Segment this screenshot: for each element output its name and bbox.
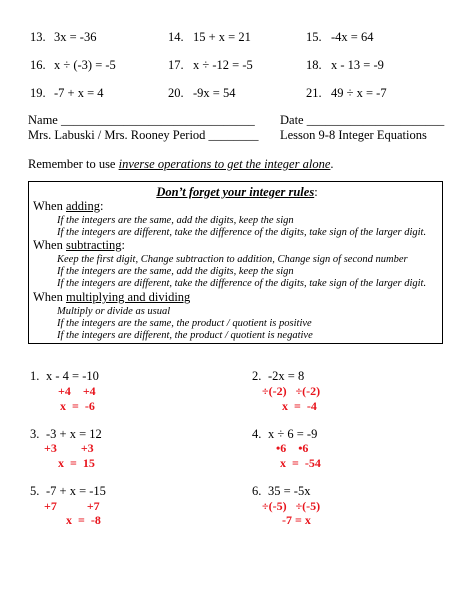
teacher-period-label: Mrs. Labuski / Mrs. Rooney Period ________ bbox=[28, 128, 259, 142]
problem-number: 18. bbox=[306, 58, 322, 72]
solution-equation: -2x = 8 bbox=[268, 369, 305, 383]
solution-answer: x = -8 bbox=[66, 513, 101, 527]
problem-equation: -9x = 54 bbox=[193, 86, 236, 100]
solution-step: ÷(-2) ÷(-2) bbox=[262, 384, 321, 398]
heading-keyword: subtracting bbox=[65, 238, 122, 252]
solution-step: +4 +4 bbox=[58, 384, 96, 398]
rule-line: If the integers are different, the product / quotient is negative bbox=[57, 330, 313, 341]
problem-equation: x ÷ (-3) = -5 bbox=[54, 58, 116, 72]
problem-number: 15. bbox=[306, 30, 322, 44]
heading-colon: : bbox=[121, 238, 126, 252]
problem-equation: x - 13 = -9 bbox=[331, 58, 384, 72]
rules-title-text: Don’t forget your integer rules bbox=[156, 185, 315, 199]
solution-number: 4. bbox=[252, 427, 262, 441]
solution-number: 6. bbox=[252, 484, 262, 498]
muldiv-heading bbox=[33, 290, 190, 305]
date-field-label: Date ______________________ bbox=[280, 113, 445, 127]
solution-answer: x = 15 bbox=[58, 456, 95, 470]
reminder-prefix: Remember to use bbox=[28, 157, 119, 171]
problem-equation: 49 ÷ x = -7 bbox=[331, 86, 387, 100]
rule-line: If the integers are the same, add the digits, keep the sign bbox=[57, 266, 294, 277]
solution-answer: -7 = x bbox=[282, 513, 311, 527]
rule-line: If the integers are the same, add the digits, keep the sign bbox=[57, 215, 294, 226]
problem-number: 19. bbox=[30, 86, 46, 100]
solution-step: +7 +7 bbox=[44, 499, 100, 513]
rule-line: Keep the first digit, Change subtraction to addition, Change sign of second number bbox=[57, 254, 408, 265]
name-field-label: Name _______________________________ bbox=[28, 113, 255, 127]
heading-prefix: When bbox=[33, 290, 66, 304]
solution-number: 5. bbox=[30, 484, 40, 498]
reminder-suffix: . bbox=[330, 157, 334, 171]
solution-equation: x - 4 = -10 bbox=[46, 369, 99, 383]
problem-equation: 15 + x = 21 bbox=[193, 30, 251, 44]
problem-equation: -7 + x = 4 bbox=[54, 86, 104, 100]
solution-number: 1. bbox=[30, 369, 40, 383]
solution-step: ÷(-5) ÷(-5) bbox=[262, 499, 321, 513]
rule-line: Multiply or divide as usual bbox=[57, 306, 171, 317]
heading-keyword: adding bbox=[65, 199, 101, 213]
problem-number: 20. bbox=[168, 86, 184, 100]
reminder-emphasis: inverse operations to get the integer alone bbox=[118, 157, 331, 171]
solution-equation: x ÷ 6 = -9 bbox=[268, 427, 318, 441]
rules-title-colon: : bbox=[314, 185, 318, 199]
problem-equation: 3x = -36 bbox=[54, 30, 97, 44]
solution-number: 2. bbox=[252, 369, 262, 383]
rule-line: If the integers are different, take the difference of the digits, take sign of the larger digit. bbox=[57, 278, 427, 289]
problem-number: 14. bbox=[168, 30, 184, 44]
adding-heading bbox=[33, 199, 104, 214]
problem-number: 21. bbox=[306, 86, 322, 100]
solution-answer: x = -4 bbox=[282, 399, 317, 413]
heading-prefix: When bbox=[33, 238, 66, 252]
problem-number: 13. bbox=[30, 30, 46, 44]
problem-equation: x ÷ -12 = -5 bbox=[193, 58, 253, 72]
lesson-title: Lesson 9-8 Integer Equations bbox=[280, 128, 427, 142]
problem-number: 16. bbox=[30, 58, 46, 72]
heading-prefix: When bbox=[33, 199, 66, 213]
solution-equation: -7 + x = -15 bbox=[46, 484, 106, 498]
solution-answer: x = -54 bbox=[280, 456, 321, 470]
heading-keyword: multiplying and dividing bbox=[65, 290, 191, 304]
rule-line: If the integers are different, take the difference of the digits, take sign of the larger digit. bbox=[57, 227, 427, 238]
solution-number: 3. bbox=[30, 427, 40, 441]
solution-equation: 35 = -5x bbox=[268, 484, 311, 498]
solution-step: •6 •6 bbox=[276, 441, 309, 455]
problem-number: 17. bbox=[168, 58, 184, 72]
solution-step: +3 +3 bbox=[44, 441, 94, 455]
rule-line: If the integers are the same, the product / quotient is positive bbox=[57, 318, 312, 329]
subtracting-heading bbox=[33, 238, 125, 253]
problem-equation: -4x = 64 bbox=[331, 30, 374, 44]
heading-colon: : bbox=[100, 199, 104, 213]
solution-answer: x = -6 bbox=[60, 399, 95, 413]
reminder-text bbox=[28, 157, 334, 172]
solution-equation: -3 + x = 12 bbox=[46, 427, 102, 441]
rules-title bbox=[0, 185, 474, 200]
